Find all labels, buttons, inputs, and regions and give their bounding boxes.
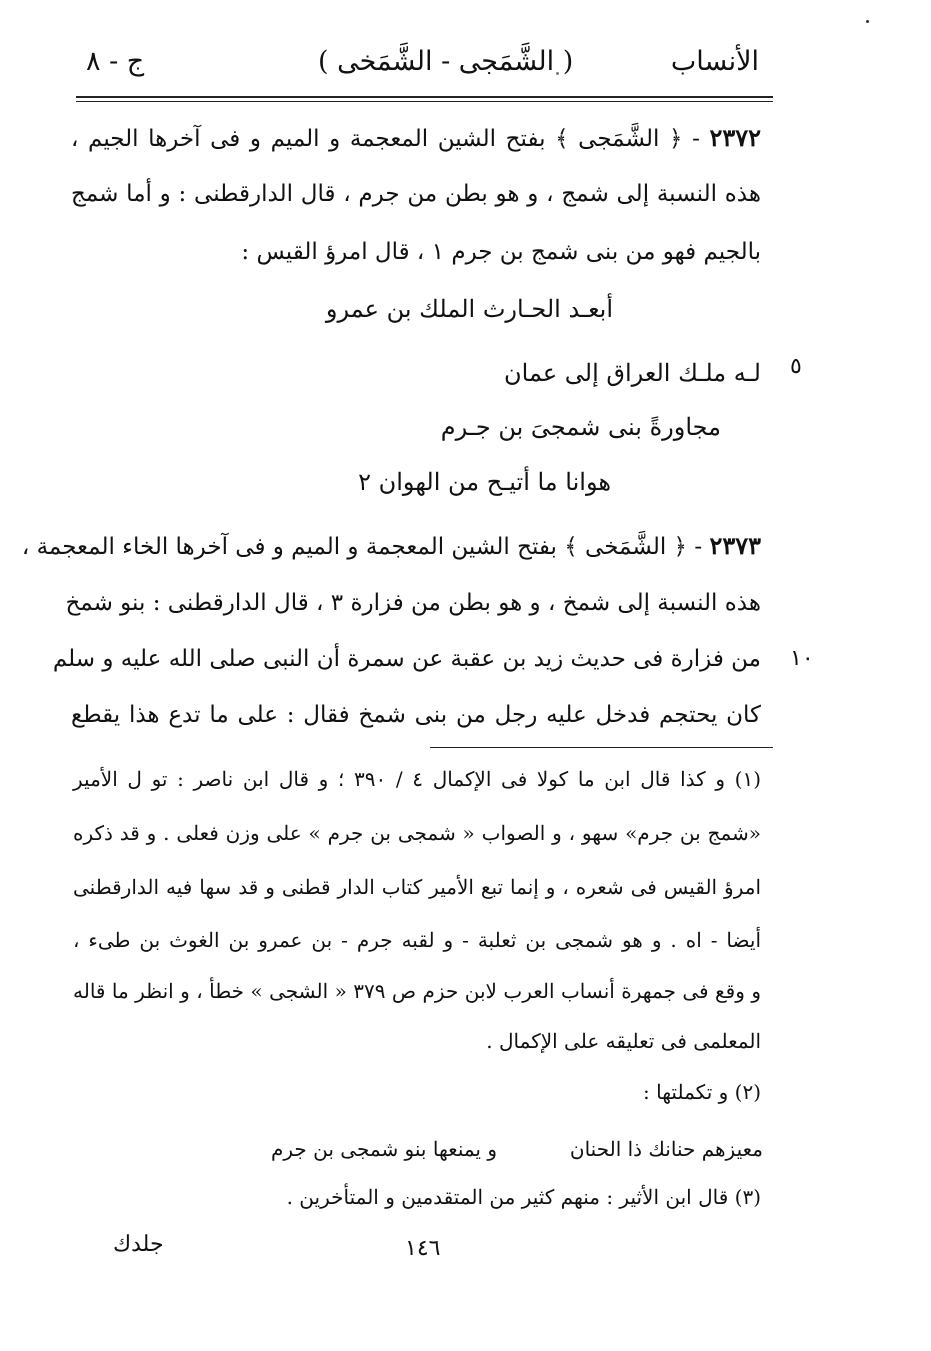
entry-number: ٢٣٧٢ — [709, 123, 762, 152]
verse-line: مجاورةً بنى شمجىَ بن جـرم — [440, 413, 721, 441]
page-number: ١٤٦ — [405, 1236, 441, 1261]
footnote-verse: و يمنعها بنو شمجى بن جرم — [271, 1137, 497, 1161]
speck-mark — [866, 20, 869, 23]
entry-line: كان يحتجم فدخل عليه رجل من بنى شمخ فقال : على ما تدع هذا يقطع — [71, 702, 761, 728]
footnote-verse: معيزهم حنانك ذا الحنان — [569, 1137, 763, 1161]
binder-note: جلدك — [113, 1232, 164, 1257]
footnote-line: «شمج بن جرم» سهو ، و الصواب « شمجى بن جرم » على وزن فعلى . و قد ذكره — [73, 821, 761, 845]
line-number: ٥ — [790, 354, 802, 379]
footnote-line: المعلمى فى تعليقه على الإكمال . — [486, 1029, 761, 1053]
entry-line: هذه النسبة إلى شمج ، و هو بطن من جرم ، قال الدارقطنى : و أما شمج — [71, 181, 761, 207]
header-rule — [76, 96, 773, 98]
entry-line — [21, 529, 761, 564]
footnote-line: امرؤ القيس فى شعره ، و إنما تبع الأمير كتاب الدار قطنى و قد سها فيه الدارقطنى — [73, 875, 761, 899]
footnote-line: أيضا - اه . و هو شمجى بن ثعلبة - و لقبه جرم - بن عمرو بن الغوث بن طىء ، — [73, 928, 761, 952]
entry-line: هذه النسبة إلى شمخ ، و هو بطن من فزارة ٣ ، قال الدارقطنى : بنو شمخ — [65, 590, 761, 616]
entry-line — [71, 121, 761, 156]
header-book-title: الأنساب — [670, 46, 759, 77]
entry-line: بالجيم فهو من بنى شمج بن جرم ١ ، قال امرؤ القيس : — [241, 239, 761, 265]
footnote-line: و وقع فى جمهرة أنساب العرب لابن حزم ص ٣٧٩ « الشجى » خطأ ، و انظر ما قاله — [73, 979, 761, 1003]
line-number: ١٠ — [790, 646, 814, 671]
entry-number: ٢٣٧٣ — [709, 531, 761, 560]
header-entry-range: ( الشَّمَجى - الشَّمَخى ) — [318, 46, 574, 77]
verse-line: أبعـد الحـارث الملك بن عمرو — [325, 295, 613, 323]
header-rule-thin — [76, 101, 773, 102]
entry-text: - ﴿ الشَّمَخى ﴾ بفتح الشين المعجمة و الميم و فى آخرها الخاء المعجمة ، — [21, 534, 703, 560]
entry-line: من فزارة فى حديث زيد بن عقبة عن سمرة أن النبى صلى الله عليه و سلم — [52, 646, 761, 672]
footnote-line: (٢) و تكملتها : — [643, 1080, 761, 1104]
footnote-line: (١) و كذا قال ابن ما كولا فى الإكمال ٤ / ٣٩٠ ؛ و قال ابن ناصر : تو ل الأمير — [73, 767, 762, 791]
footnote-rule — [430, 747, 773, 748]
entry-text: - ﴿ الشَّمَجى ﴾ بفتح الشين المعجمة و الميم و فى آخرها الجيم ، — [71, 126, 700, 152]
footnote-line: (٣) قال ابن الأثير : منهم كثير من المتقدمين و المتأخرين . — [286, 1185, 761, 1209]
verse-line: هوانا ما أتيـح من الهوان ٢ — [358, 468, 611, 496]
header-volume: ج - ٨ — [86, 46, 145, 77]
verse-line: لـه ملـك العراق إلى عمان — [504, 359, 761, 387]
